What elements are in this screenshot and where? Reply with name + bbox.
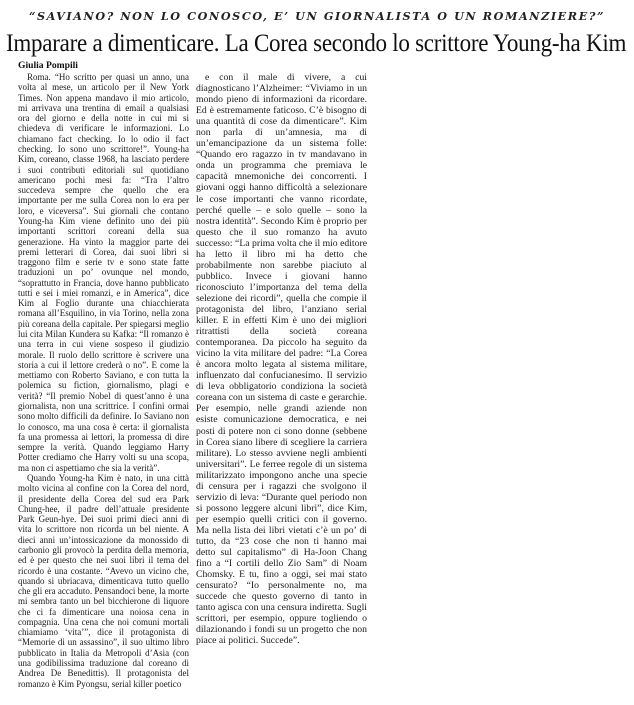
article-headline: Imparare a dimenticare. La Corea secondo lo scrittore Young-ha Kim — [6, 28, 627, 57]
article-byline: Giulia Pompili — [18, 60, 78, 71]
paragraph: Quando Young-ha Kim è nato, in una città molto vicina al confine con la Corea del nord, il presidente della Corea del sud era Park Chung-hee, il padre dell’attuale presidente Park Geun-hye. Dei suoi primi dieci anni di vita lo scrittore non ricorda un bel niente. A dieci anni un’intossicazione da monossido di carbonio gli provocò la perdita della memoria, ed è per questo che nei suoi libri il tema del ricordo è una costante. “Avevo un vicino che, quando si ubriacava, dimenticava tutto quello che gli era accaduto. Pensandoci bene, la morte mi sembra tanto un bel bicchierone di liquore che ci fa dimenticare una noiosa cena in compagnia. Una cena che noi comuni mortali chiamiamo ‘vita’”, dice il protagonista di “Memorie di un assassino”, il suo ultimo libro pubblicato in Italia da Metropoli d’Asia (con una godibilissima traduzione dal coreano di Andrea De Benedittis). Il protagonista del romanzo è Kim Pyongsu, serial killer poetico — [18, 472, 189, 689]
paragraph: Roma. “Ho scritto per quasi un anno, una volta al mese, un articolo per il New York Times. Non appena mandavo il mio articolo, mi arrivava una trentina di email a qualsiasi ora del giorno e della notte in cui mi si chiedeva di verificare le informazioni. Lo chiamano fact checking. Io lo odio il fact checking. Io sono uno scrittore!”. Young-ha Kim, coreano, classe 1968, ha lasciato perdere i suoi contributi editoriali sul quotidiano americano pochi mesi fa: “Tra l’altro succedeva sempre che quello che era importante per me sulla Corea non lo era per loro, e viceversa”. Sui giornali che contano Young-ha Kim viene definito uno dei più importanti scrittori coreani della sua generazione. Ha vinto la maggior parte dei premi letterari di Corea, dai suoi libri si traggono film e serie tv e sono state fatte traduzioni un po’ ovunque nel mondo, “soprattutto in Francia, dove hanno pubblicato tutti e sei i miei romanzi, e in America”, dice Kim al Foglio durante una chiacchierata romana all’Esquilino, in via Torino, nella zona più coreana della capitale. Per spiegarsi meglio lui cita Milan Kundera su Kafka: “Il romanzo è una terra in cui viene sospeso il giudizio morale. Il ruolo dello scrittore è scrivere una storia a cui il lettore crederà o no”. E come la mettiamo con Roberto Saviano, e con tutta la polemica su fiction, giornalismo, plagi e verità? “Il premio Nobel di quest’anno è una giornalista, non una scrittrice. I confini ormai sono molto difficili da definire. Io Saviano non lo conosco, ma una cosa è certa: il giornalista fa una promessa ai lettori, la promessa di dire sempre la verità. Quando leggiamo Harry Potter crediamo che Harry volti su una scopa, ma non ci aspettiamo che sia la verità”. — [18, 72, 189, 473]
article-kicker: “SAVIANO? NON LO CONOSCO, E’ UN GIORNALISTA O UN ROMANZIERE?” — [28, 9, 606, 23]
paragraph: e con il male di vivere, a cui diagnosticano l’Alzheimer: “Viviamo in un mondo pieno di informazioni da ricordare. Ed è estremamente faticoso. C’è bisogno di una quantità di cose da dimenticare”. Kim non parla di un’amnesia, ma di un’emancipazione da un sistema folle: “Quando ero ragazzo in tv mandavano in onda un programma che premiava le capacità mnemoniche dei concorrenti. I giovani oggi hanno difficoltà a selezionare le cose importanti che vanno ricordate, perché quelle – e solo quelle – sono la nostra identità”. Secondo Kim è proprio per questo che il suo romanzo ha avuto successo: “La prima volta che il mio editore ha letto il libro mi ha detto che probabilmente non sarebbe piaciuto al pubblico. Invece i giovani hanno riconosciuto l’importanza del tema della selezione dei ricordi”, quella che compie il protagonista del libro, l’anziano serial killer. E in effetti Kim è uno dei migliori ritrattisti della società coreana contemporanea. Da piccolo ha seguito da vicino la vita militare del padre: “La Corea è ancora molto legata al sistema militare, influenzato dal confucianesimo. Il servizio di leva obbligatorio condiziona la società coreana con un sistema di caste e gerarchie. Per esempio, nelle grandi aziende non esiste comunicazione democratica, e nei posti di potere non ci sono donne (sebbene in Corea siano libere di scegliere la carriera militare). Lo stesso avviene negli ambienti universitari”. Le ferree regole di un sistema militarizzato impongono anche una specie di censura per i ragazzi che svolgono il servizio di leva: “Durante quel periodo non si possono leggere alcuni libri”, dice Kim, per esempio quelli critici con il governo. Ma nella lista dei libri vietati c’è un po’ di tutto, da “23 cose che non ti hanno mai detto sul capitalismo” di Ha-Joon Chang fino a “I cortili dello Zio Sam” di Noam Chomsky. E tu, fino a oggi, sei mai stato censurato? “Io personalmente no, ma succede che questo governo di tanto in tanto agisca con una censura indiretta. Sugli scrittori, per esempio, oppure togliendo o dilazionando i fondi su un progetto che non piace ai politici. Succede”. — [196, 72, 367, 647]
article-column-1 — [18, 72, 189, 704]
article-column-2 — [196, 72, 367, 704]
